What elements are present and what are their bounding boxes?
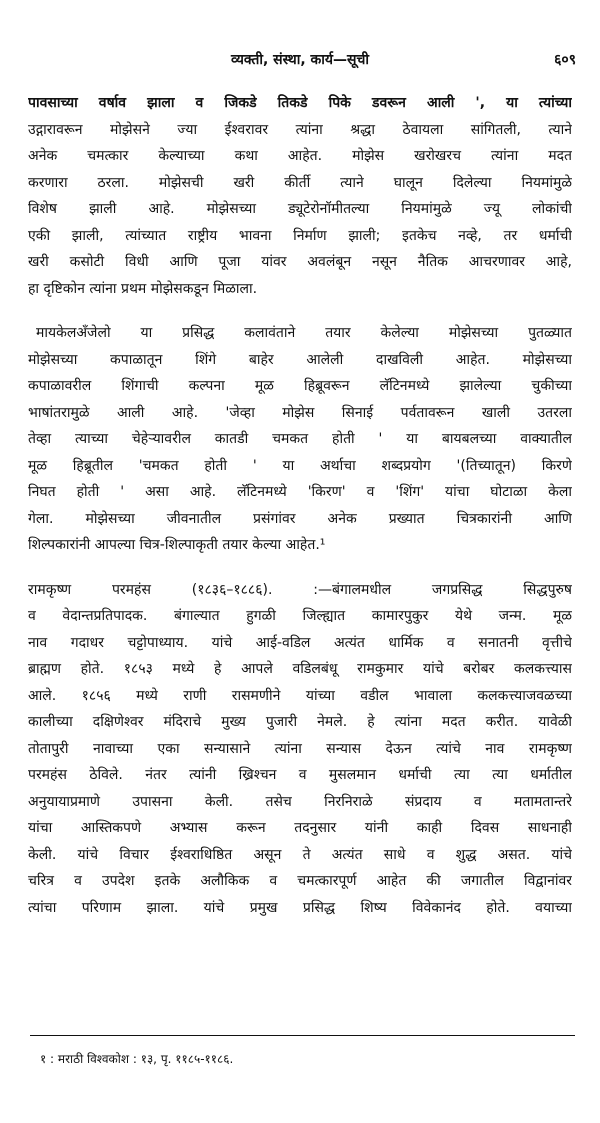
text-line: व वेदान्तप्रतिपादक. बंगाल्यात हुगळी जिल्ह्यात कामारपुकुर येथे जन्म. मूळ [28, 608, 572, 624]
body-text [28, 90, 572, 921]
text-line: चरित्र व उपदेश इतके अलौकिक व चमत्कारपूर्ण आहेत की जगातील विद्वानांवर [28, 873, 572, 889]
footnote-divider [30, 1035, 575, 1036]
page-number: ६०९ [554, 52, 576, 68]
text-line: पावसाच्या वर्षाव झाला व जिकडे तिकडे पिके डवरून आली ', या त्यांच्या [28, 95, 572, 111]
text-line: कपाळावरील शिंगाची कल्पना मूळ हिब्रूवरून लॅटिनमध्ये झालेल्या चुकीच्या [28, 378, 572, 394]
text-line: खरी कसोटी विधी आणि पूजा यांवर अवलंबून नसून नैतिक आचरणावर आहे, [28, 254, 572, 270]
text-line: उद्गारावरून मोझेसने ज्या ईश्वरावर त्यांना श्रद्धा ठेवायला सांगितली, त्याने [28, 121, 572, 138]
text-line: नाव गदाधर चट्टोपाध्याय. यांचे आई-वडिल अत्यंत धार्मिक व सनातनी वृत्तीचे [28, 634, 572, 651]
text-line: परमहंस ठेविले. नंतर त्यांनी ख्रिश्चन व मुसलमान धर्माची त्या त्या धर्मातील [28, 767, 572, 783]
running-head-title: व्यक्ती, संस्था, कार्य—सूची [230, 52, 370, 68]
text-line: ब्राह्मण होते. १८५३ मध्ये हे आपले वडिलबंधू रामकुमार यांचे बरोबर कलकत्त्यास [28, 661, 572, 677]
paragraph-michelangelo [28, 320, 572, 559]
running-head [0, 50, 600, 74]
text-line: करणारा ठरला. मोझेसची खरी कीर्ती त्याने घालून दिलेल्या नियमांमुळे [28, 174, 572, 191]
text-line: विशेष झाली आहे. मोझेसच्या ड्यूटेरोनॉमीतल्या नियमांमुळे ज्यू लोकांची [28, 201, 572, 217]
text-line: भाषांतरामुळे आली आहे. 'जेव्हा मोझेस सिनाई पर्वतावरून खाली उतरला [28, 404, 572, 421]
text-line: मूळ हिब्रूतील 'चमकत होती ' या अर्थाचा शब्दप्रयोग '(तिच्यातून) किरणे [28, 457, 572, 474]
footnote: १ : मराठी विश्वकोश : १३, पृ. ११८५-११८६. [40, 1052, 234, 1066]
text-line: कालीच्या दक्षिणेश्वर मंदिराचे मुख्य पुजारी नेमले. हे त्यांना मदत करीत. यावेळी [28, 714, 572, 730]
text-line: तोतापुरी नावाच्या एका सन्यासाने त्यांना सन्यास देऊन त्यांचे नाव रामकृष्ण [28, 740, 572, 757]
text-line: अनेक चमत्कार केल्याच्या कथा आहेत. मोझेस खरोखरच त्यांना मदत [28, 148, 572, 164]
text-line: आले. १८५६ मध्ये राणी रासमणीने यांच्या वडील भावाला कलकत्त्याजवळच्या [28, 687, 572, 704]
paragraph-moses-law [28, 90, 572, 302]
text-line: निघत होती ' असा आहे. लॅटिनमध्ये 'किरण' व 'शिंग' यांचा घोटाळा केला [28, 484, 572, 500]
text-line: एकी झाली, त्यांच्यात राष्ट्रीय भावना निर्माण झाली; इतकेच नव्हे, तर धर्माची [28, 227, 572, 244]
text-line: मोझेसच्या कपाळातून शिंगे बाहेर आलेली दाखविली आहेत. मोझेसच्या [28, 351, 572, 368]
text-line: मायकेलअँजेलो या प्रसिद्ध कलावंताने तयार केलेल्या मोझेसच्या पुतळ्यात [36, 325, 572, 341]
entry-heading-line: रामकृष्ण परमहंस (१८३६–१८८६). :—बंगालमधील जगप्रसिद्ध सिद्धपुरुष [28, 581, 572, 598]
text-line: यांचा आस्तिकपणे अभ्यास करून तदनुसार यांनी काही दिवस साधनाही [28, 820, 572, 836]
paragraph-ramakrishna [28, 577, 572, 922]
text-line: गेला. मोझेसच्या जीवनातील प्रसंगांवर अनेक प्रख्यात चित्रकारांनी आणि [28, 510, 572, 527]
text-line: हा दृष्टिकोन त्यांना प्रथम मोझेसकडून मिळाला. [28, 280, 258, 297]
text-line: अनुयायाप्रमाणे उपासना केली. तसेच निरनिराळे संप्रदाय व मतामतान्तरे [28, 793, 572, 810]
text-line: शिल्पकारांनी आपल्या चित्र-शिल्पाकृती तयार केल्या आहेत.¹ [28, 537, 326, 553]
text-line: तेव्हा त्याच्या चेहेऱ्यावरील कातडी चमकत होती ' या बायबलच्या वाक्यातील [28, 431, 572, 447]
text-line: त्यांचा परिणाम झाला. यांचे प्रमुख प्रसिद्ध शिष्य विवेकानंद होते. वयाच्या [28, 899, 572, 916]
text-line: केली. यांचे विचार ईश्वराधिष्ठित असून ते अत्यंत साधे व शुद्ध असत. यांचे [28, 846, 572, 863]
